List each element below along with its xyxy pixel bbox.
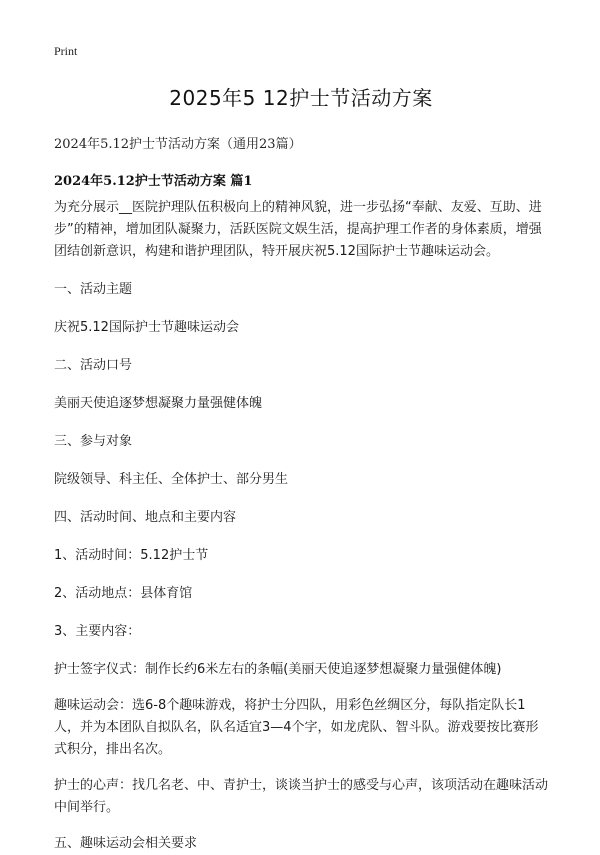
schedule-location: 2、活动地点：县体育馆 xyxy=(54,586,193,601)
document-subtitle: 2024年5.12护士节活动方案（通用23篇） xyxy=(54,137,302,152)
document-title: 2025年5 12护士节活动方案 xyxy=(169,86,433,110)
heading-theme: 一、活动主题 xyxy=(54,282,133,297)
print-label[interactable]: Print xyxy=(54,44,78,58)
heading-slogan: 二、活动口号 xyxy=(54,358,133,373)
nurse-voices-text: 护士的心声：找几名老、中、青护士，谈谈当护士的感受与心声，该项活动在趣味活动中间举行。 xyxy=(54,778,549,815)
schedule-content-heading: 3、主要内容： xyxy=(54,624,141,639)
heading-schedule: 四、活动时间、地点和主要内容 xyxy=(54,510,237,525)
fun-games-text: 趣味运动会：选6-8个趣味游戏，将护士分四队，用彩色丝绸区分，每队指定队长1人，并为本团队自拟队名，队名适宜3—4个字，如龙虎队、智斗队。游戏要按比赛形式积分，排出名次。 xyxy=(54,698,539,757)
heading-requirements: 五、趣味运动会相关要求 xyxy=(54,836,198,851)
heading-participants: 三、参与对象 xyxy=(54,434,133,449)
slogan-text: 美丽天使追逐梦想凝聚力量强健体魄 xyxy=(54,396,263,411)
theme-text: 庆祝5.12国际护士节趣味运动会 xyxy=(54,320,239,335)
schedule-time: 1、活动时间：5.12护士节 xyxy=(54,548,209,563)
participants-text: 院级领导、科主任、全体护士、部分男生 xyxy=(54,472,289,487)
section-heading: 2024年5.12护士节活动方案 篇1 xyxy=(54,174,253,189)
intro-paragraph: 为充分展示__医院护理队伍积极向上的精神风貌，进一步弘扬“奉献、友爱、互助、进步”的精神，增加团队凝聚力，活跃医院文娱生活，提高护理工作者的身体素质，增强团结创新意识，构建和谐护理团队，特开展庆祝5.12国际护士节趣味运动会。 xyxy=(54,200,542,259)
signing-ceremony-text: 护士签字仪式：制作长约6米左右的条幅(美丽天使追逐梦想凝聚力量强健体魄) xyxy=(54,662,502,677)
